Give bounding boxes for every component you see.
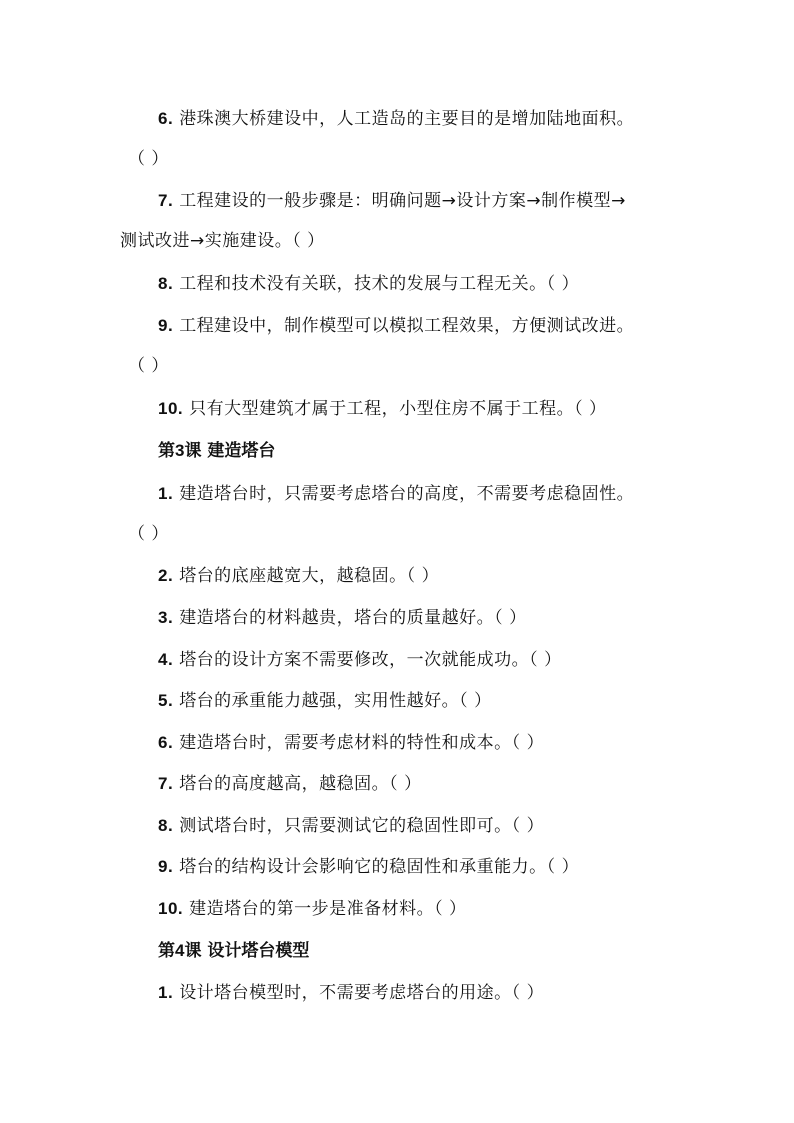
question-text: 工程建设中，制作模型可以模拟工程效果，方便测试改进。	[179, 316, 635, 336]
question-7	[158, 190, 626, 212]
question-8	[158, 273, 579, 295]
lesson-3-question-8: 8. 测试塔台时，只需要测试它的稳固性即可。（ ）	[158, 816, 545, 836]
lesson-3-question-7: 7. 塔台的高度越高，越稳固。（ ）	[158, 774, 422, 794]
question-number: 9.	[158, 316, 174, 335]
question-6-continuation: （ ）	[128, 149, 169, 169]
question-6	[158, 108, 634, 130]
question-text: 港珠澳大桥建设中，人工造岛的主要目的是增加陆地面积。	[179, 109, 635, 129]
question-number: 10.	[158, 399, 184, 418]
lesson-3-question-4: 4. 塔台的设计方案不需要修改，一次就能成功。（ ）	[158, 650, 562, 670]
question-9-continuation: （ ）	[128, 356, 169, 376]
lesson-3-question-1-continuation: （ ）	[128, 524, 169, 544]
question-number: 7.	[158, 191, 174, 210]
lesson-3-question-9: 9. 塔台的结构设计会影响它的稳固性和承重能力。（ ）	[158, 857, 580, 877]
lesson-3-heading: 第3课 建造塔台	[158, 441, 276, 461]
question-text: 只有大型建筑才属于工程，小型住房不属于工程。（ ）	[189, 399, 607, 419]
question-9	[158, 315, 634, 337]
lesson-3-question-1: 1. 建造塔台时，只需要考虑塔台的高度，不需要考虑稳固性。	[158, 484, 635, 504]
lesson-3-question-2: 2. 塔台的底座越宽大，越稳固。（ ）	[158, 566, 440, 586]
question-text: 工程建设的一般步骤是：明确问题→设计方案→制作模型→	[179, 191, 626, 211]
question-7-continuation: 测试改进→实施建设。（ ）	[120, 231, 325, 251]
question-10	[158, 398, 607, 420]
lesson-3-question-5: 5. 塔台的承重能力越强，实用性越好。（ ）	[158, 691, 492, 711]
question-text: 工程和技术没有关联，技术的发展与工程无关。（ ）	[179, 274, 580, 294]
question-number: 6.	[158, 109, 174, 128]
lesson-3-question-3: 3. 建造塔台的材料越贵，塔台的质量越好。（ ）	[158, 608, 527, 628]
lesson-3-question-10: 10. 建造塔台的第一步是准备材料。（ ）	[158, 899, 467, 919]
question-number: 8.	[158, 274, 174, 293]
lesson-4-question-1: 1. 设计塔台模型时，不需要考虑塔台的用途。（ ）	[158, 983, 545, 1003]
lesson-4-heading: 第4课 设计塔台模型	[158, 941, 310, 961]
lesson-3-question-6: 6. 建造塔台时，需要考虑材料的特性和成本。（ ）	[158, 733, 545, 753]
